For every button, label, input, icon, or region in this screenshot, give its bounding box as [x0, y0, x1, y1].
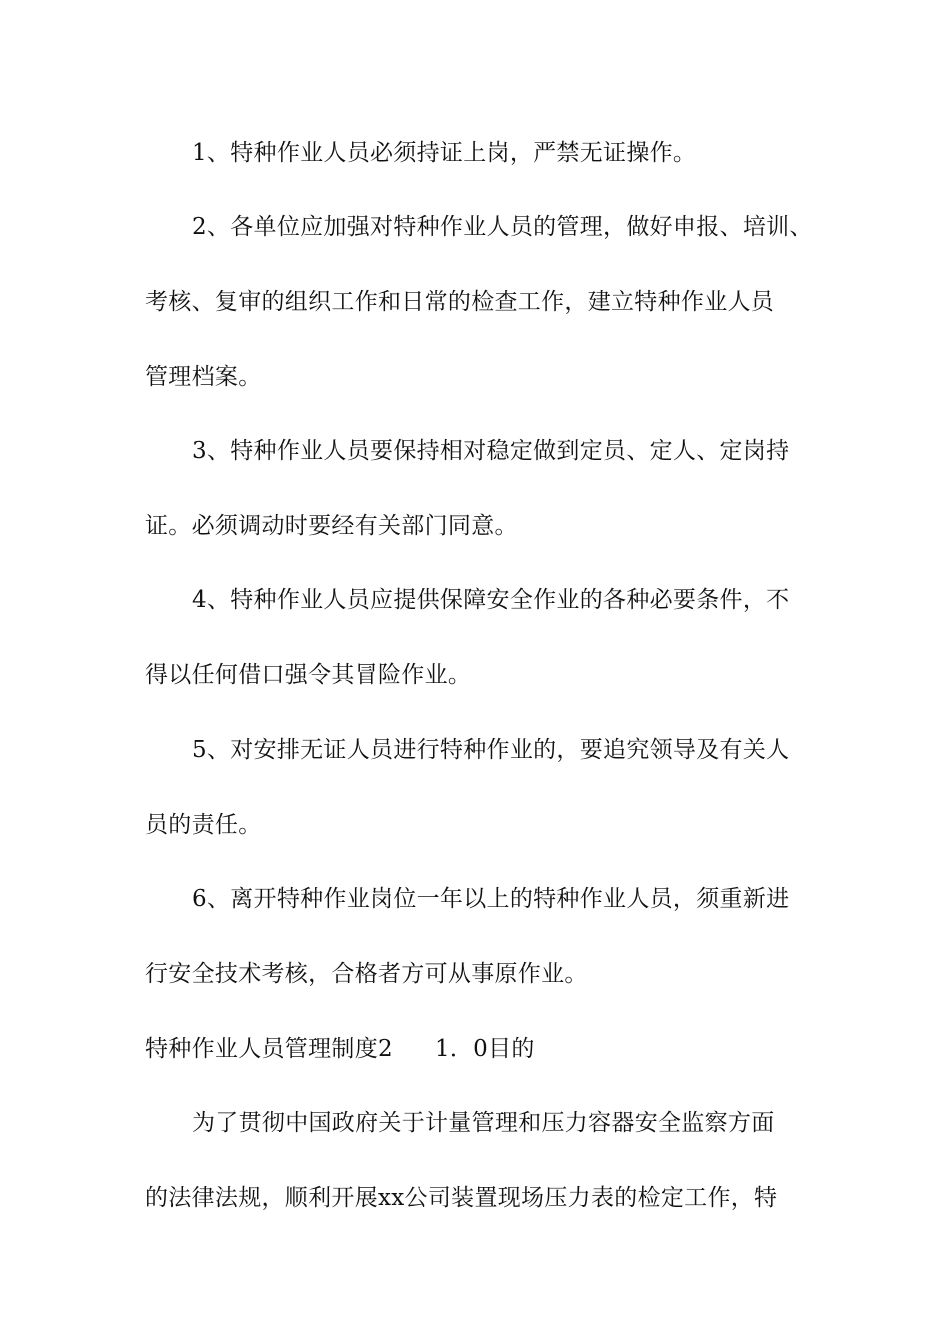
- section-subtitle: 1．0目的: [434, 1036, 535, 1062]
- paragraph-6-line-2: 行安全技术考核，合格者方可从事原作业。: [145, 961, 588, 987]
- paragraph-5-line-1: 5、对安排无证人员进行特种作业的，要追究领导及有关人: [192, 737, 790, 763]
- paragraph-3-line-2: 证。必须调动时要经有关部门同意。: [145, 513, 518, 539]
- paragraph-4-line-1: 4、特种作业人员应提供保障安全作业的各种必要条件，不: [192, 587, 790, 613]
- section-title: 特种作业人员管理制度2: [145, 1036, 393, 1062]
- paragraph-2-line-1: 2、各单位应加强对特种作业人员的管理，做好申报、培训、: [192, 214, 813, 240]
- paragraph-3-line-1: 3、特种作业人员要保持相对稳定做到定员、定人、定岗持: [192, 438, 790, 464]
- paragraph-2-line-2: 考核、复审的组织工作和日常的检查工作，建立特种作业人员: [145, 289, 775, 315]
- paragraph-4-line-2: 得以任何借口强令其冒险作业。: [145, 662, 472, 688]
- paragraph-6-line-1: 6、离开特种作业岗位一年以上的特种作业人员，须重新进: [192, 886, 790, 912]
- paragraph-1-line-1: 1、特种作业人员必须持证上岗，严禁无证操作。: [192, 140, 697, 166]
- paragraph-2-line-3: 管理档案。: [145, 364, 262, 390]
- section-heading: [145, 1034, 535, 1064]
- paragraph-7-line-1: 为了贯彻中国政府关于计量管理和压力容器安全监察方面: [192, 1110, 775, 1136]
- paragraph-5-line-2: 员的责任。: [145, 812, 262, 838]
- paragraph-7-line-2: 的法律法规，顺利开展xx公司装置现场压力表的检定工作，特: [145, 1185, 778, 1211]
